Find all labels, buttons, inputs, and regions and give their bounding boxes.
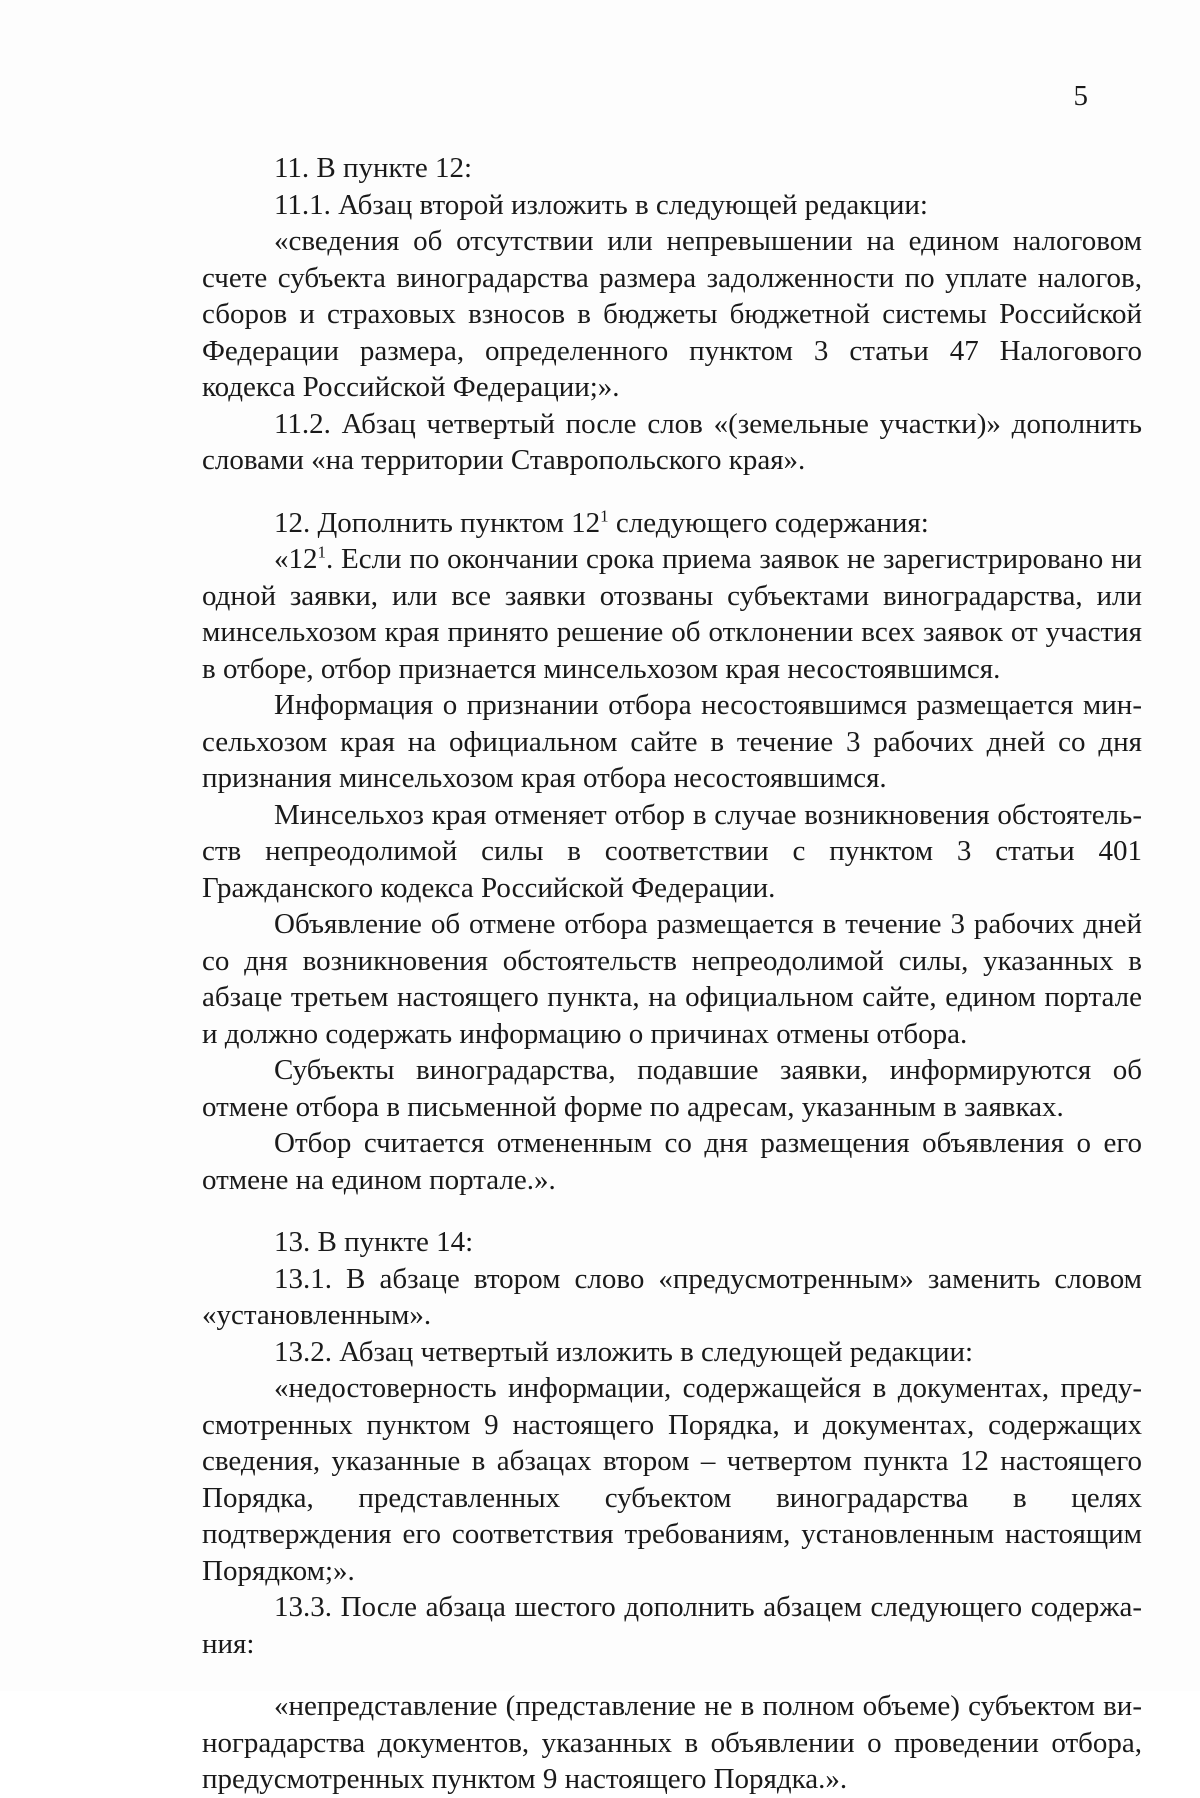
paragraph: 11.2. Абзац четвертый после слов «(земельные участки)» дополнить словами «на территории Ставропольского края». <box>202 407 1142 476</box>
paragraph: «недостоверность информации, содержащейся в документах, предусмотренных пунктом 9 настоящего Порядка, и документах, содержащих сведения, указанные в абзацах втором – четвертом пункта 12 настоящего Порядка, представленных субъектом виноградарства в целях подтверждения его соответствия требованиям, установленным настоящим Порядком;». <box>202 1372 1142 1587</box>
paragraph-text: 12. Дополнить пунктом 12 <box>274 506 601 539</box>
paragraph: Отбор считается отмененным со дня размещения объявления о его отмене на едином портале.». <box>202 1127 1142 1196</box>
paragraph <box>202 505 1142 542</box>
paragraph: 13.2. Абзац четвертый изложить в следующей редакции: <box>274 1335 974 1368</box>
paragraph: 13.3. После абзаца шестого дополнить абзацем следующего содержания: <box>202 1591 1142 1660</box>
paragraph <box>202 541 1142 687</box>
paragraph-text: . Если по окончании срока приема заявок не зарегистрировано ни одной заявки, или все заявки отозваны субъектами виноградарства, или минсельхозом края принято решение об отклонении всех заявок от участия в отборе, отбор признается минсельхозом края несостоявшимся. <box>202 543 1142 685</box>
paragraph: 13.1. В абзаце втором слово «предусмотренным» заменить словом «установленным». <box>202 1262 1142 1331</box>
paragraph: Информация о признании отбора несостоявшимся размещается минсельхозом края на официальном сайте в течение 3 рабочих дней со дня признания минсельхозом края отбора несостоявшимся. <box>202 689 1142 794</box>
paragraph: «непредставление (представление не в полном объеме) субъектом виноградарства документов, указанных в объявлении о проведении отбора, предусмотренных пунктом 9 настоящего Порядка.». <box>202 1690 1142 1795</box>
superscript-index: 1 <box>600 505 609 525</box>
paragraph: «сведения об отсутствии или непревышении на едином налоговом счете субъекта виноградарства размера задолженности по уплате налогов, сборов и страховых взносов в бюджеты бюджетной системы Российской Федерации размера, определенного пунктом 3 статьи 47 Налогового кодекса Российской Федерации;». <box>202 225 1142 403</box>
paragraph: 11. В пункте 12: <box>274 152 473 184</box>
paragraph: 11.1. Абзац второй изложить в следующей редакции: <box>274 188 928 221</box>
paragraph: Объявление об отмене отбора размещается в течение 3 рабочих дней со дня возникновения обстоятельств непреодолимой силы, указанных в абзаце третьем настоящего пункта, на официальном сайте, едином портале и должно содержать информацию о причинах отмены отбора. <box>202 908 1142 1050</box>
paragraph-gap <box>202 1198 1142 1224</box>
paragraph: 13. В пункте 14: <box>274 1226 474 1258</box>
superscript-index: 1 <box>317 542 326 562</box>
paragraph-gap <box>202 479 1142 505</box>
paragraph-text: «12 <box>274 543 318 575</box>
paragraph: Минсельхоз края отменяет отбор в случае возникновения обстоятельств непреодолимой силы в соответствии с пунктом 3 статьи 401 Гражданского кодекса Российской Федерации. <box>202 798 1142 904</box>
paragraph: Субъекты виноградарства, подавшие заявки, информируются об отмене отбора в письменной форме по адресам, указанным в заявках. <box>202 1054 1142 1123</box>
page-number: 5 <box>1073 80 1088 112</box>
document-body <box>202 150 1142 1798</box>
paragraph-text: следующего содержания: <box>608 506 929 539</box>
paragraph-gap <box>202 1662 1142 1688</box>
